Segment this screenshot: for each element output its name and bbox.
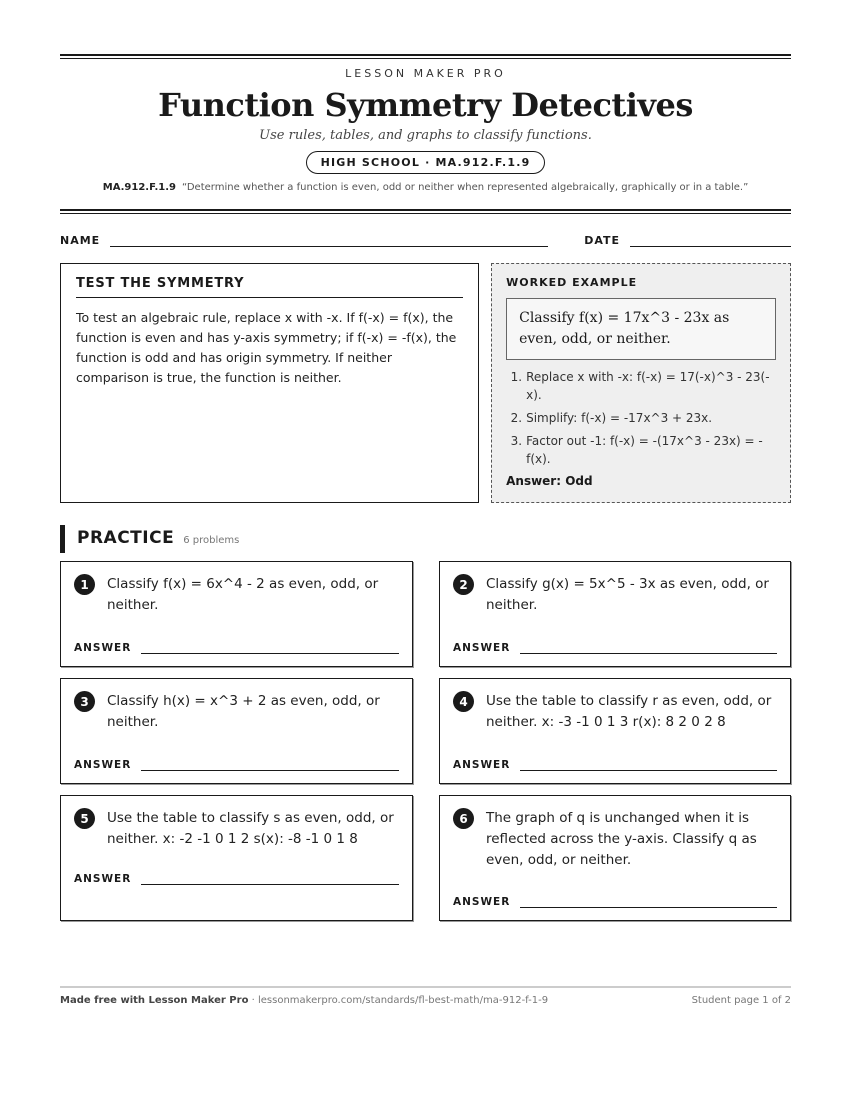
answer-label: ANSWER (74, 759, 132, 771)
test-symmetry-heading: TEST THE SYMMETRY (76, 276, 463, 298)
problem-text: Classify g(x) = 5x^5 - 3x as even, odd, or neither. (486, 576, 769, 613)
header-rule (60, 54, 791, 59)
answer-field[interactable] (141, 875, 399, 885)
worked-example-step: 2. Simplify: f(-x) = -17x^3 + 23x. (510, 411, 713, 425)
answer-field[interactable] (141, 761, 399, 771)
worked-example-heading: WORKED EXAMPLE (506, 276, 638, 289)
grade-standard-badge: HIGH SCHOOL · MA.912.F.1.9 (306, 151, 546, 174)
problem-card-3 (60, 678, 413, 784)
answer-label: ANSWER (453, 896, 511, 908)
date-label: DATE (584, 234, 620, 247)
worked-example-steps (506, 368, 776, 468)
worked-example-step: 1. Replace x with -x: f(-x) = 17(-x)^3 - 23(-x). (510, 370, 770, 402)
answer-label: ANSWER (74, 873, 132, 885)
header-bottom-rule (60, 209, 791, 214)
standard-code: MA.912.F.1.9 (102, 182, 176, 193)
worksheet-page (60, 54, 791, 932)
problem-number: 5 (74, 808, 95, 829)
problem-card-2 (439, 561, 791, 667)
problem-text: Use the table to classify r as even, odd, or neither. x: -3 -1 0 1 3 r(x): 8 2 0 2 8 (486, 693, 772, 730)
test-symmetry-body: To test an algebraic rule, replace x with -x. If f(-x) = f(x), the function is even and has y-axis symmetry; if f(-x) = -f(x), the function is odd and has origin symmetry. If neither comparison is true, the function is neither. (76, 310, 457, 385)
name-label: NAME (60, 234, 101, 247)
answer-field[interactable] (520, 644, 777, 654)
problem-card-5 (60, 795, 413, 921)
worked-example-box (491, 263, 791, 503)
standard-description (60, 182, 791, 193)
standard-text: “Determine whether a function is even, odd or neither when represented algebraically, graphically or in a table.” (181, 182, 749, 193)
problem-text: Classify f(x) = 6x^4 - 2 as even, odd, or neither. (107, 576, 379, 613)
practice-count: 6 problems (183, 535, 240, 546)
problem-number: 3 (74, 691, 95, 712)
page-subtitle: Use rules, tables, and graphs to classify functions. (259, 128, 592, 143)
answer-field[interactable] (520, 761, 777, 771)
answer-field[interactable] (141, 644, 399, 654)
problem-text: Use the table to classify s as even, odd, or neither. x: -2 -1 0 1 2 s(x): -8 -1 0 1 8 (107, 810, 394, 847)
problem-number: 4 (453, 691, 474, 712)
answer-label: ANSWER (453, 642, 511, 654)
problem-card-4 (439, 678, 791, 784)
name-field[interactable] (110, 235, 548, 247)
problem-number: 2 (453, 574, 474, 595)
problem-number: 1 (74, 574, 95, 595)
answer-label: ANSWER (453, 759, 511, 771)
worked-example-answer: Answer: Odd (506, 474, 593, 488)
practice-grid (60, 561, 791, 932)
page-title: Function Symmetry Detectives (158, 86, 693, 124)
practice-heading: PRACTICE (77, 528, 175, 548)
worked-example-step: 3. Factor out -1: f(-x) = -(17x^3 - 23x) = -f(x). (510, 434, 763, 466)
problem-text: Classify h(x) = x^3 + 2 as even, odd, or neither. (107, 693, 380, 730)
problem-card-6 (439, 795, 791, 921)
date-field[interactable] (630, 235, 791, 247)
worked-example-question: Classify f(x) = 17x^3 - 23x as even, odd, or neither. (506, 298, 776, 360)
answer-field[interactable] (520, 898, 777, 908)
problem-text: The graph of q is unchanged when it is reflected across the y-axis. Classify q as even, odd, or neither. (486, 810, 757, 868)
footer-page-number: Student page 1 of 2 (691, 995, 791, 1006)
footer-made-with: Made free with Lesson Maker Pro (60, 995, 249, 1006)
footer-credit (60, 995, 548, 1006)
practice-header (60, 525, 791, 553)
brand-name: LESSON MAKER PRO (345, 67, 506, 80)
name-date-row (60, 234, 791, 247)
problem-card-1 (60, 561, 413, 667)
test-symmetry-box (60, 263, 479, 503)
page-footer (60, 986, 791, 1006)
answer-label: ANSWER (74, 642, 132, 654)
footer-url[interactable]: · lessonmakerpro.com/standards/fl-best-math/ma-912-f-1-9 (248, 995, 549, 1006)
problem-number: 6 (453, 808, 474, 829)
